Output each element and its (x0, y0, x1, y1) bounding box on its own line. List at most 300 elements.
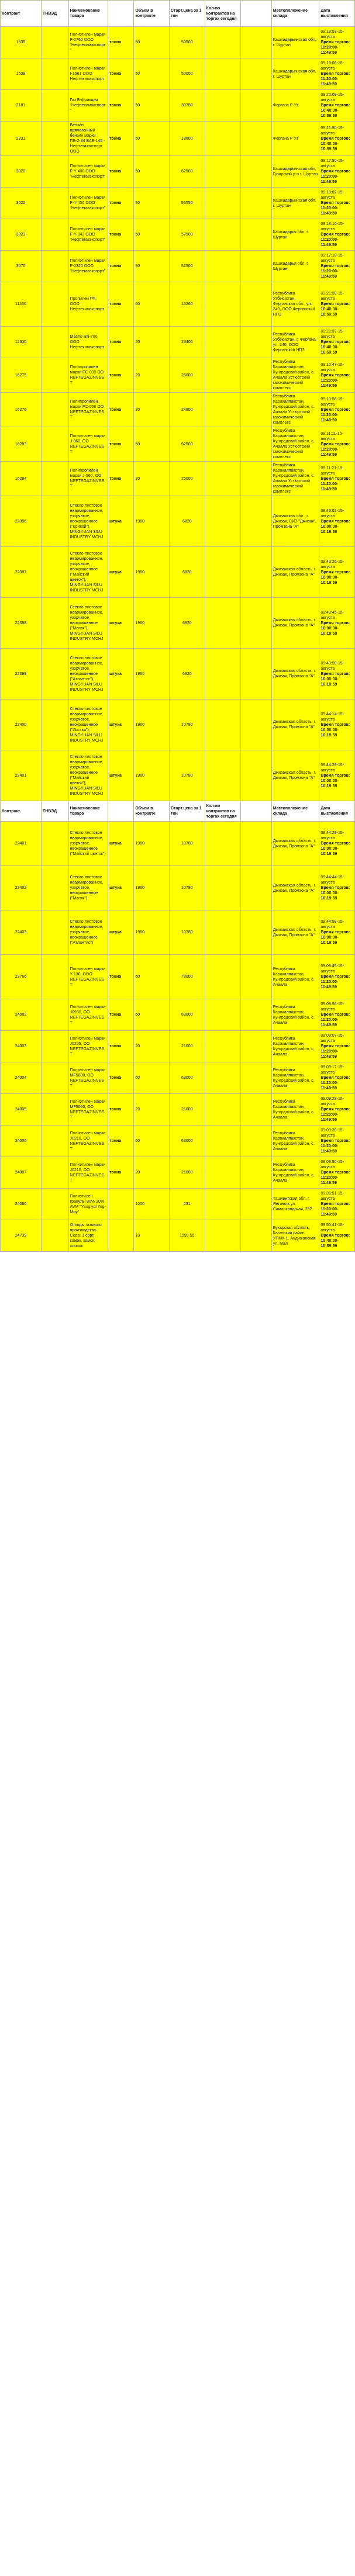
contract-cell: 24003 (1, 1031, 42, 1062)
date-prefix: 09:17:50-15-августа (320, 159, 344, 168)
volume-cell: 1960 (134, 822, 170, 866)
time-value: 10:00:00-10:19:59 (320, 524, 339, 534)
contract-cell: 24007 (1, 1157, 42, 1189)
header-cell-repeat: Дата выставления (319, 801, 355, 822)
time-label: Время торгов: (320, 1044, 350, 1048)
date-prefix: 09:18:53-15-августа (320, 30, 344, 39)
volume-cell: 60 (134, 1126, 170, 1157)
volume-cell: 50 (134, 27, 170, 58)
table-row (1, 27, 355, 58)
volume-cell: 50 (134, 427, 170, 462)
product-name-cell: Полиэтилен марки F-Y 400 ООО "Нефтегазэкспорт" (68, 156, 108, 188)
tnved-cell (41, 219, 68, 251)
contract-cell: 3070 (1, 251, 42, 282)
date-prefix: 09:43:45-15-августа (320, 610, 344, 620)
time-label: Время торгов: (320, 1107, 350, 1112)
tnved-cell (41, 282, 68, 327)
date-prefix: 09:44:29-15-августа (320, 763, 344, 773)
header-name: Наименование товара (68, 1, 108, 27)
date-prefix: 09:09:07-15-августа (320, 1034, 344, 1043)
date-cell (319, 251, 355, 282)
table-row (1, 156, 355, 188)
tnved-cell (41, 1189, 68, 1220)
contract-cell: 23766 (1, 955, 42, 999)
date-prefix: 09:43:02-15-августа (320, 508, 344, 518)
contract-cell: 24004 (1, 1062, 42, 1094)
location-cell: Джизакская область, г. Джизак, Промзона "А" (271, 547, 319, 598)
product-name-cell: Стекло листовое неармированное, узорчатое, неокрашенное ("Магия") (68, 866, 108, 910)
table-row (1, 219, 355, 251)
table-row (1, 955, 355, 999)
date-cell (319, 910, 355, 955)
count-cell (205, 1031, 241, 1062)
price-cell: 6820 (169, 649, 205, 700)
location-cell: Республика Каракалпакстан, Кунградский район, с. Ачаала (271, 1031, 319, 1062)
date-cell (319, 219, 355, 251)
blank-cell (241, 58, 271, 90)
tnved-cell (41, 1031, 68, 1062)
product-name-cell: Отходы газового производства. Сера: 1 сорт, комок, комок, хлопок (68, 1220, 108, 1252)
location-cell: Джизакская область, г. Джизак, Промзона "А" (271, 700, 319, 750)
volume-cell: 1960 (134, 866, 170, 910)
price-cell: 10780 (169, 822, 205, 866)
date-cell (319, 393, 355, 427)
time-label: Время торгов: (320, 1013, 350, 1017)
unit-cell: штука (108, 910, 134, 955)
contract-cell: 22398 (1, 598, 42, 649)
count-cell (205, 358, 241, 393)
volume-cell: 20 (134, 327, 170, 358)
time-value: 10:40:00-10:59:59 (320, 1239, 339, 1248)
table-row (1, 910, 355, 955)
tnved-cell (41, 122, 68, 156)
header-cell-repeat: Объем в контракте (134, 801, 170, 822)
price-cell: 50500 (169, 27, 205, 58)
count-cell (205, 750, 241, 801)
date-prefix: 09:44:58-15-августа (320, 920, 344, 929)
unit-cell: тонна (108, 90, 134, 122)
tnved-cell (41, 866, 68, 910)
price-cell: 62500 (169, 156, 205, 188)
date-cell (319, 822, 355, 866)
date-prefix: 09:43:26-15-августа (320, 559, 344, 569)
location-cell: Фергана Р Уз (271, 122, 319, 156)
table-row (1, 1189, 355, 1220)
time-value: 11:20:00-11:49:59 (320, 1018, 339, 1027)
time-value: 10:40:00-10:59:59 (320, 141, 339, 151)
time-label: Время торгов: (320, 1076, 350, 1080)
table-row (1, 58, 355, 90)
time-label: Время торгов: (320, 1234, 350, 1238)
location-cell: Кашкадарьинская обл, г. Шуртан (271, 27, 319, 58)
count-cell (205, 327, 241, 358)
tnved-cell (41, 496, 68, 547)
product-name-cell: Стекло листовое неармированное, узорчатое, неокрашенное ("Майский цветок"), MINGYUAN SILU INDUSTRY MCHJ (68, 547, 108, 598)
time-label: Время торгов: (320, 671, 350, 676)
blank-cell (241, 1094, 271, 1126)
location-cell: Республика Узбекистан, Ферганская обл., ул. 240, ООО Ферганский НПЗ (271, 282, 319, 327)
location-cell: Кашкадарьинская обл, г. Шуртан (271, 58, 319, 90)
price-cell: 18600 (169, 122, 205, 156)
table-row (1, 427, 355, 462)
location-cell: Джизакская область, г. Джизак, Промзона "А" (271, 822, 319, 866)
price-cell: 6820 (169, 598, 205, 649)
tnved-cell (41, 358, 68, 393)
table-row (1, 547, 355, 598)
table-row (1, 598, 355, 649)
date-cell (319, 598, 355, 649)
table-row (1, 1031, 355, 1062)
count-cell (205, 1126, 241, 1157)
price-cell: 10780 (169, 910, 205, 955)
volume-cell: 1960 (134, 910, 170, 955)
blank-cell (241, 750, 271, 801)
volume-cell: 20 (134, 358, 170, 393)
tnved-cell (41, 750, 68, 801)
volume-cell: 50 (134, 122, 170, 156)
table-row (1, 999, 355, 1031)
contract-cell: 1535 (1, 27, 42, 58)
count-cell (205, 122, 241, 156)
price-cell: 1599.55 (169, 1220, 205, 1252)
location-cell: Ташкентская обл. г. Янгиюль ул. Самаркандская, 252 (271, 1189, 319, 1220)
unit-cell: тонна (108, 999, 134, 1031)
time-value: 10:00:00-10:19:59 (320, 891, 339, 901)
date-cell (319, 1126, 355, 1157)
time-value: 11:20:00-11:49:59 (320, 1207, 339, 1217)
count-cell (205, 427, 241, 462)
time-label: Время торгов: (320, 340, 350, 344)
unit-cell: тонна (108, 122, 134, 156)
tnved-cell (41, 156, 68, 188)
time-label: Время торгов: (320, 373, 350, 378)
location-cell: Республика Каракалпакстан, Кунградский район, с. Ачаала (271, 1094, 319, 1126)
time-value: 11:20:00-11:49:59 (320, 46, 339, 55)
tnved-cell (41, 1220, 68, 1252)
count-cell (205, 700, 241, 750)
table-row (1, 358, 355, 393)
price-cell: 57500 (169, 219, 205, 251)
table-header-row-repeat (1, 801, 355, 822)
time-label: Время торгов: (320, 136, 350, 141)
table-row (1, 1094, 355, 1126)
count-cell (205, 393, 241, 427)
blank-cell (241, 327, 271, 358)
date-prefix: 09:18:10-15-августа (320, 222, 344, 231)
contract-cell: 2181 (1, 90, 42, 122)
contract-cell: 16276 (1, 393, 42, 427)
time-value: 10:00:00-10:19:59 (320, 728, 339, 738)
unit-cell: штука (108, 547, 134, 598)
location-cell: Республика Каракалпакстан, Кунградский район, с. Ачаала Устюртский газохимический комплекс (271, 427, 319, 462)
blank-cell (241, 358, 271, 393)
time-label: Время торгов: (320, 40, 350, 44)
tnved-cell (41, 58, 68, 90)
time-value: 11:20:00-11:49:59 (320, 413, 339, 423)
volume-cell: 1000 (134, 1189, 170, 1220)
product-name-cell: Полиэтилен марки MF5000, ОО NEFTEGAZINVEST (68, 1062, 108, 1094)
count-cell (205, 58, 241, 90)
price-cell: 63000 (169, 1126, 205, 1157)
product-name-cell: Стекло листовое неармированное, узорчатое, неокрашенное ("Листья"), MINGYUAN SILU INDUSTRY MCHJ (68, 700, 108, 750)
time-value: 11:20:00-11:49:59 (320, 980, 339, 989)
blank-cell (241, 1062, 271, 1094)
product-name-cell: Бензин прямогонный бензин марки ПБ-2-34 ВАЕ-145 - Нефтегазэкспорт ООО (68, 122, 108, 156)
location-cell: Джизакская область, г. Джизак, Промзона "А" (271, 649, 319, 700)
tnved-cell (41, 598, 68, 649)
volume-cell: 50 (134, 188, 170, 219)
tnved-cell (41, 649, 68, 700)
price-cell: 63000 (169, 999, 205, 1031)
blank-cell (241, 27, 271, 58)
time-label: Время торгов: (320, 264, 350, 268)
table-row (1, 700, 355, 750)
table-row (1, 90, 355, 122)
price-cell: 25000 (169, 462, 205, 496)
date-prefix: 09:09:39-15-августа (320, 1128, 344, 1138)
volume-cell: 1960 (134, 700, 170, 750)
time-value: 10:00:00-10:19:59 (320, 936, 339, 945)
tnved-cell (41, 1126, 68, 1157)
time-value: 11:20:00-11:49:59 (320, 1113, 339, 1122)
product-name-cell: Полипропилен марки J-560, ОО NEFTEGAZINVEST (68, 462, 108, 496)
contract-cell: 24739 (1, 1220, 42, 1252)
count-cell (205, 866, 241, 910)
contract-cell: 16283 (1, 427, 42, 462)
location-cell: Республика Каракалпакстан, Кунградский район, с. Ачаала (271, 1062, 319, 1094)
product-name-cell: Полипропилен марки FC-030 ОО NEFTEGAZINVEST (68, 358, 108, 393)
time-value: 11:20:00-11:49:59 (320, 238, 339, 247)
tnved-cell (41, 27, 68, 58)
count-cell (205, 999, 241, 1031)
table-row (1, 327, 355, 358)
unit-cell: тонна (108, 1157, 134, 1189)
count-cell (205, 1157, 241, 1189)
header-cell-repeat: Старт.цена за 1 тон (169, 801, 205, 822)
volume-cell: 50 (134, 251, 170, 282)
time-value: 10:00:00-10:19:59 (320, 677, 339, 687)
time-label: Время торгов: (320, 103, 350, 108)
time-value: 11:20:00-11:49:59 (320, 447, 339, 457)
count-cell (205, 955, 241, 999)
tnved-cell (41, 251, 68, 282)
product-name-cell: Полиэтилен гранулы 80% 20% AVM "Yangiyol Yog-Moy" (68, 1189, 108, 1220)
date-cell (319, 1157, 355, 1189)
contract-cell: 22401 (1, 822, 42, 866)
contract-cell: 22401 (1, 750, 42, 801)
date-prefix: 09:11:11-15-августа (320, 431, 343, 441)
date-cell (319, 496, 355, 547)
time-label: Время торгов: (320, 722, 350, 727)
time-value: 10:40:00-10:59:59 (320, 109, 339, 118)
unit-cell: тонна (108, 1031, 134, 1062)
time-value: 11:20:00-11:49:59 (320, 1081, 339, 1090)
unit-cell: тонна (108, 955, 134, 999)
contract-cell: 22399 (1, 649, 42, 700)
date-prefix: 09:11:21-15-августа (320, 466, 344, 476)
volume-cell: 1960 (134, 598, 170, 649)
product-name-cell: Полиэтилен марки F-Y 456 ООО "Нефтегазэкспорт" (68, 188, 108, 219)
count-cell (205, 598, 241, 649)
volume-cell: 20 (134, 1157, 170, 1189)
time-label: Время торгов: (320, 1139, 350, 1143)
location-cell: Кашкадарья обл, г. Шуртан (271, 219, 319, 251)
count-cell (205, 1094, 241, 1126)
blank-cell (241, 822, 271, 866)
location-cell: Джизакская область, г. Джизак, Промзона "А" (271, 910, 319, 955)
price-cell: 24800 (169, 393, 205, 427)
count-cell (205, 282, 241, 327)
price-cell: 78000 (169, 955, 205, 999)
table-header-row (1, 1, 355, 27)
header-cell-repeat: Местоположение склада (271, 801, 319, 822)
contract-cell: 16284 (1, 462, 42, 496)
date-prefix: 09:09:50-15-августа (320, 1160, 344, 1169)
location-cell: Республика Каракалпакстан, Кунградский район, с. Ачаала (271, 955, 319, 999)
date-cell (319, 122, 355, 156)
product-name-cell: Полиэтилен марки J0930, ОО NEFTEGAZINVEST (68, 999, 108, 1031)
count-cell (205, 251, 241, 282)
product-name-cell: Полиэтилен марки J0205, ОО NEFTEGAZINVEST (68, 1031, 108, 1062)
date-prefix: 09:44:29-15-августа (320, 831, 344, 840)
time-value: 11:20:00-11:49:59 (320, 482, 339, 491)
location-cell: Фергана Р Уз (271, 90, 319, 122)
date-cell (319, 649, 355, 700)
table-row (1, 1126, 355, 1157)
time-label: Время торгов: (320, 519, 350, 524)
price-cell: 6820 (169, 547, 205, 598)
contract-cell: 11450 (1, 282, 42, 327)
unit-cell: тонна (108, 1062, 134, 1094)
header-cell-repeat: ТНВЭД (41, 801, 68, 822)
blank-cell (241, 90, 271, 122)
header-blank (241, 1, 271, 27)
time-value: 11:20:00-11:49:59 (320, 77, 339, 86)
contract-cell: 16275 (1, 358, 42, 393)
date-cell (319, 955, 355, 999)
price-cell: 26400 (169, 327, 205, 358)
tnved-cell (41, 822, 68, 866)
tnved-cell (41, 955, 68, 999)
blank-cell (241, 427, 271, 462)
product-name-cell: Стекло листовое неармированное, узорчатое, неокрашенное ("Магия"), MINGYUAN SILU INDUSTRY MCHJ (68, 598, 108, 649)
time-label: Время торгов: (320, 476, 350, 481)
time-label: Время торгов: (320, 621, 350, 625)
date-cell (319, 750, 355, 801)
date-cell (319, 547, 355, 598)
unit-cell: тонна (108, 1126, 134, 1157)
unit-cell: тонна (108, 282, 134, 327)
header-count: Кол-во контрактов на торгах сегодня (205, 1, 241, 27)
contract-cell: 3020 (1, 156, 42, 188)
header-cell-repeat: Наименование товара (68, 801, 108, 822)
time-value: 10:00:00-10:19:59 (320, 626, 339, 636)
unit-cell: штука (108, 496, 134, 547)
location-cell: Джизакская область, г. Джизак, Промзона "А" (271, 598, 319, 649)
time-label: Время торгов: (320, 886, 350, 890)
date-cell (319, 358, 355, 393)
contract-cell: 3023 (1, 219, 42, 251)
table-row (1, 1157, 355, 1189)
product-name-cell: Стекло листовое неармированное, узорчатое, неокрашенное ("Майский цветок"), MINGYUAN SILU INDUSTRY MCHJ (68, 750, 108, 801)
contract-cell: 2231 (1, 122, 42, 156)
tnved-cell (41, 1062, 68, 1094)
header-date: Дата выставления (319, 1, 355, 27)
product-name-cell: Стекло листовое неармированное, узорчатое, неокрашенное ("Майский цветок") (68, 822, 108, 866)
contract-cell: 22403 (1, 910, 42, 955)
volume-cell: 60 (134, 1062, 170, 1094)
date-cell (319, 1094, 355, 1126)
volume-cell: 60 (134, 999, 170, 1031)
count-cell (205, 822, 241, 866)
count-cell (205, 1189, 241, 1220)
volume-cell: 20 (134, 1094, 170, 1126)
location-cell: Джизакская область, г. Джизак, Промзона "А" (271, 750, 319, 801)
blank-cell (241, 1220, 271, 1252)
date-prefix: 09:44:14-15-августа (320, 712, 344, 722)
product-name-cell: Полиэтилен марки F-0760 ООО "Нефтехимэкспорт" (68, 27, 108, 58)
blank-cell (241, 156, 271, 188)
table-row (1, 750, 355, 801)
volume-cell: 60 (134, 955, 170, 999)
product-name-cell: Стекло листовое неармированное, узорчатое, неокрашенное ("Кривой"), MINGYUAN SILU INDUSTRY MCHJ (68, 496, 108, 547)
date-prefix: 09:08:45-15-августа (320, 964, 344, 974)
tnved-cell (41, 427, 68, 462)
unit-cell: штука (108, 598, 134, 649)
unit-cell: штука (108, 649, 134, 700)
table-row (1, 1220, 355, 1252)
date-cell (319, 1062, 355, 1094)
location-cell: Кашкадарьинская обл, Гузарский р-н г. Шуртан (271, 156, 319, 188)
volume-cell: 50 (134, 58, 170, 90)
header-contract: Контракт (1, 1, 42, 27)
date-cell (319, 1220, 355, 1252)
tnved-cell (41, 462, 68, 496)
date-prefix: 09:19:06-15-августа (320, 61, 344, 71)
tnved-cell (41, 910, 68, 955)
blank-cell (241, 122, 271, 156)
date-prefix: 09:10:56-15-августа (320, 397, 344, 407)
price-cell: 6820 (169, 496, 205, 547)
time-label: Время торгов: (320, 570, 350, 574)
price-cell: 21000 (169, 1094, 205, 1126)
date-cell (319, 58, 355, 90)
time-label: Время торгов: (320, 1202, 350, 1206)
table-row (1, 251, 355, 282)
page-footer (0, 1252, 355, 1271)
price-cell: 56550 (169, 188, 205, 219)
contract-cell: 22402 (1, 866, 42, 910)
count-cell (205, 1062, 241, 1094)
tnved-cell (41, 188, 68, 219)
date-prefix: 09:09:29-15-августа (320, 1097, 344, 1106)
tnved-cell (41, 547, 68, 598)
blank-cell (241, 1189, 271, 1220)
contract-cell: 12630 (1, 327, 42, 358)
location-cell: Республика Каракалпакстан, Кунградский район, с. Ачаала (271, 999, 319, 1031)
price-cell: 26000 (169, 358, 205, 393)
count-cell (205, 188, 241, 219)
time-label: Время торгов: (320, 407, 350, 412)
time-value: 11:20:00-11:49:59 (320, 378, 339, 388)
header-cell-repeat: Кол-во контрактов на торгах сегодня (205, 801, 241, 822)
unit-cell: тонна (108, 427, 134, 462)
price-cell: 62500 (169, 427, 205, 462)
count-cell (205, 219, 241, 251)
product-name-cell: Полиэтилен марки F-0320 ООО "Нефтегазэкспорт" (68, 251, 108, 282)
blank-cell (241, 955, 271, 999)
blank-cell (241, 462, 271, 496)
